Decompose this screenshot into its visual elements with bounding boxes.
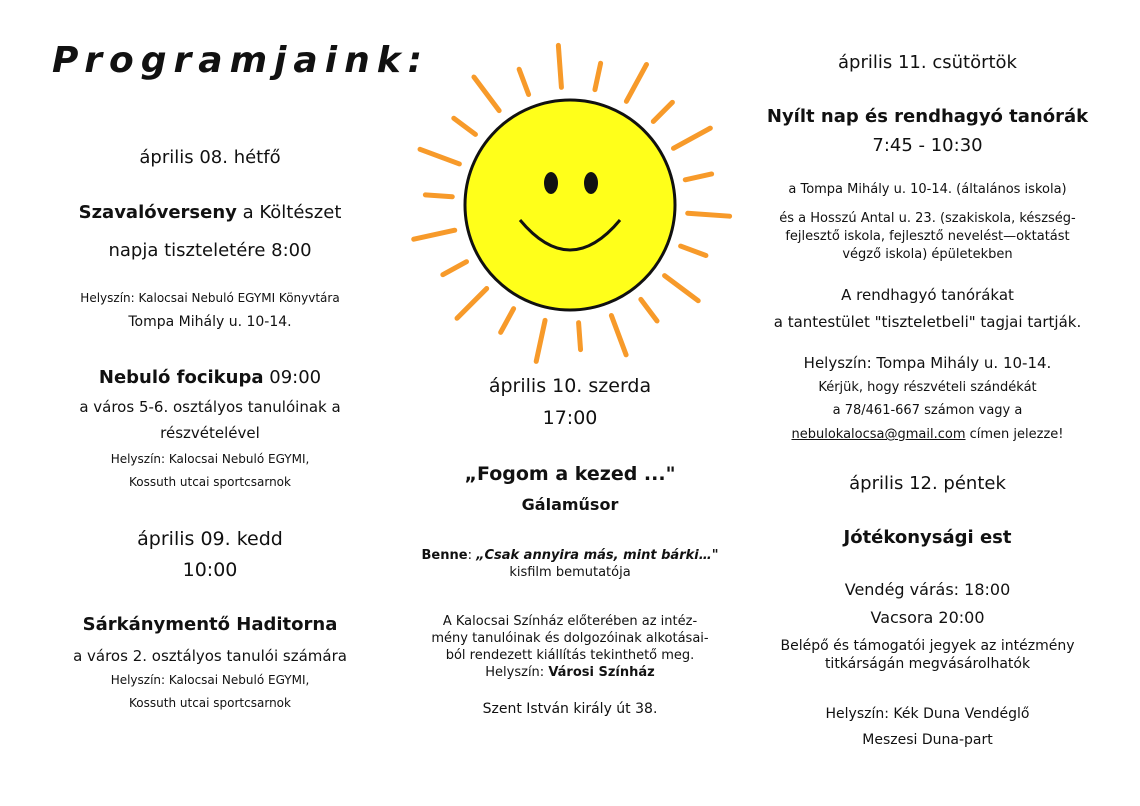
sun-right-eye (584, 172, 598, 194)
sun-ray (414, 230, 455, 239)
sun-left-eye (544, 172, 558, 194)
openday-loc2b: fejlesztő iskola, fejlesztő nevelést—oktatást (785, 229, 1070, 244)
charity-tickets2: titkárságán megvásárolhatók (824, 656, 1031, 672)
benne-line2: kisfilm bemutatója (509, 565, 631, 580)
event-poetry-rest: a Költészet (236, 202, 342, 223)
event-dragon-line2: a város 2. osztályos tanulói számára (73, 647, 347, 665)
benne-line (395, 548, 745, 563)
sun-ray (443, 262, 467, 275)
event-poetry-line2: napja tiszteletére 8:00 (108, 240, 312, 261)
sun-ray (688, 213, 730, 216)
sun-ray (641, 299, 657, 321)
charity-dinner: Vacsora 20:00 (870, 608, 985, 627)
event-football-line2: a város 5-6. osztályos tanulóinak a (79, 398, 341, 416)
charity-tickets1: Belépő és támogatói jegyek az intézmény (780, 638, 1075, 654)
event-poetry-venue2: Tompa Mihály u. 10-14. (128, 314, 292, 330)
benne-film-title: „Csak annyira más, mint bárki…" (476, 548, 719, 563)
event-dragon-venue2: Kossuth utcai sportcsarnok (129, 696, 291, 710)
openday-loc2c: végző iskola) épületekben (842, 247, 1013, 262)
event-charity-title: Jótékonysági est (843, 527, 1012, 548)
benne-label: Benne (421, 548, 468, 563)
openday-venue: Helyszín: Tompa Mihály u. 10-14. (803, 354, 1052, 372)
day-wednesday-time: 17:00 (542, 407, 598, 429)
event-openday-time: 7:45 - 10:30 (872, 135, 983, 156)
sun-ray (579, 323, 581, 350)
theatre-venue-name: Városi Színház (548, 665, 655, 680)
sun-ray (626, 64, 646, 101)
day-tuesday-time: 10:00 (182, 559, 238, 581)
event-poetry-title (30, 202, 390, 223)
sun-ray (673, 128, 710, 148)
sun-face (465, 100, 675, 310)
event-poetry-bold: Szavalóverseny (78, 202, 237, 223)
event-poetry-venue1: Helyszín: Kalocsai Nebuló EGYMI Könyvtára (80, 291, 340, 305)
openday-ask2: a 78/461-667 számon vagy a (832, 403, 1023, 418)
sun-ray (519, 69, 528, 94)
openday-ask3-rest: címen jelezze! (965, 427, 1064, 442)
sun-ray (685, 174, 711, 180)
sun-ray (457, 289, 487, 319)
day-friday: április 12. péntek (849, 473, 1006, 494)
day-monday: április 08. hétfő (139, 147, 281, 168)
charity-guest: Vendég várás: 18:00 (844, 580, 1011, 599)
sun-ray (501, 309, 514, 333)
benne-sep: : (467, 548, 477, 563)
event-football-venue1: Helyszín: Kalocsai Nebuló EGYMI, (110, 452, 310, 466)
day-thursday: április 11. csütörtök (838, 52, 1017, 73)
openday-teach2: a tantestület "tiszteletbeli" tagjai tartják. (773, 313, 1082, 331)
event-football-bold: Nebuló focikupa (98, 367, 264, 388)
email-link[interactable]: nebulokalocsa@gmail.com (791, 427, 966, 442)
event-openday-title: Nyílt nap és rendhagyó tanórák (766, 106, 1089, 127)
day-tuesday: április 09. kedd (137, 528, 283, 550)
page-title: Programjaink: (52, 40, 430, 81)
sun-ray (558, 45, 561, 87)
theatre-venue (395, 665, 745, 680)
openday-loc1: a Tompa Mihály u. 10-14. (általános iskola) (788, 182, 1067, 197)
openday-ask3 (745, 427, 1110, 442)
sun-illustration (405, 40, 735, 370)
event-dragon-venue1: Helyszín: Kalocsai Nebuló EGYMI, (110, 673, 310, 687)
sun-ray (536, 320, 545, 361)
openday-loc2a: és a Hosszú Antal u. 23. (szakiskola, készség- (779, 211, 1076, 226)
exhibit-line1: A Kalocsai Színház előterében az intéz- (442, 614, 698, 629)
show-title: „Fogom a kezed ..." (464, 463, 676, 485)
charity-venue: Helyszín: Kék Duna Vendéglő (825, 706, 1030, 722)
event-football-time: 09:00 (263, 367, 322, 388)
show-subtitle: Gálaműsor (521, 495, 619, 514)
event-football-venue2: Kossuth utcai sportcsarnok (129, 475, 291, 489)
charity-venue2: Meszesi Duna-part (862, 732, 993, 748)
sun-ray (595, 63, 601, 89)
day-wednesday: április 10. szerda (488, 375, 652, 397)
sun-ray (653, 102, 672, 121)
openday-ask1: Kérjük, hogy részvételi szándékát (818, 380, 1037, 395)
sun-ray (611, 316, 626, 355)
exhibit-line3: ból rendezett kiállítás tekinthető meg. (445, 648, 695, 663)
sun-ray (454, 118, 476, 134)
sun-ray (665, 276, 699, 301)
openday-teach1: A rendhagyó tanórákat (841, 286, 1014, 304)
event-dragon-title: Sárkánymentő Haditorna (82, 614, 338, 635)
sun-ray (420, 149, 459, 164)
theatre-venue-label: Helyszín: (485, 665, 549, 680)
sun-ray (681, 246, 706, 255)
sun-ray (474, 77, 499, 111)
event-football-title (30, 367, 390, 388)
sun-ray (425, 195, 452, 197)
exhibit-line2: mény tanulóinak és dolgozóinak alkotásai- (431, 631, 709, 646)
theatre-address: Szent István király út 38. (482, 701, 658, 717)
event-football-line3: részvételével (160, 424, 260, 442)
